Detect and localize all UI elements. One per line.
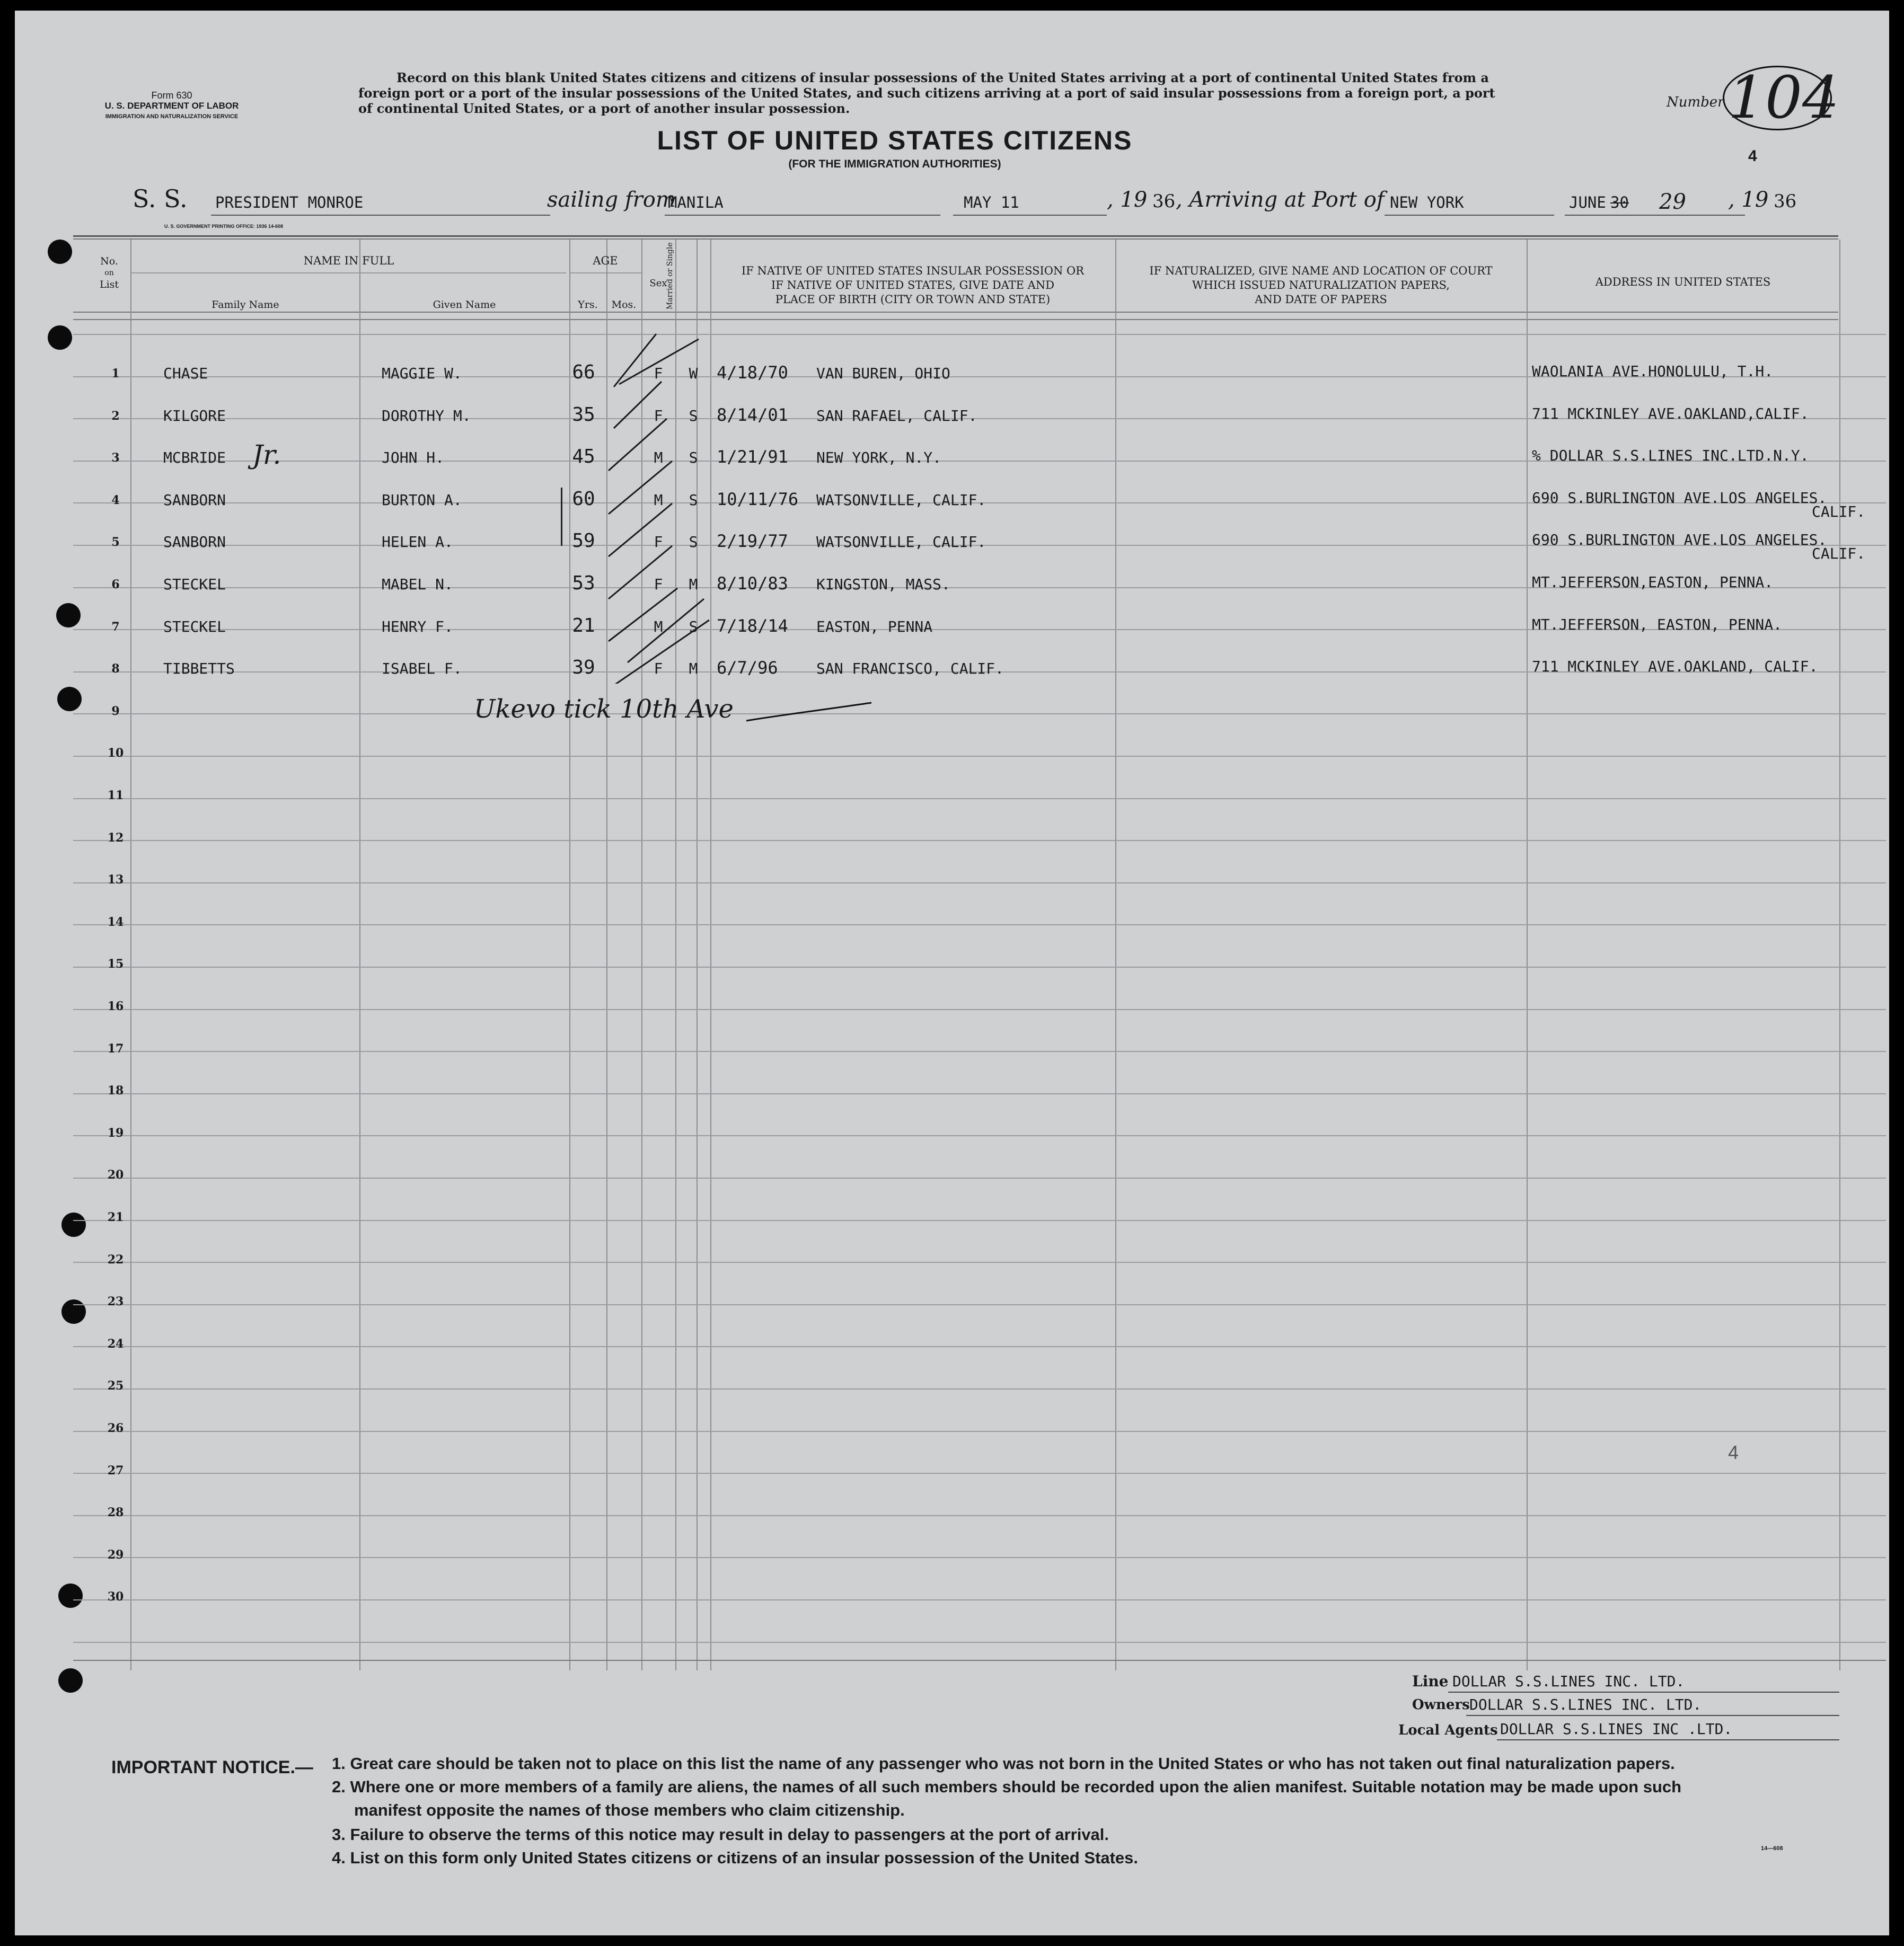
sex: F [654, 576, 663, 593]
row-number: 4 [111, 493, 120, 507]
family-name: MCBRIDE [163, 449, 226, 466]
table-bottom-rule [73, 1660, 1886, 1661]
header-given-name: Given Name [433, 299, 496, 311]
notice-item: manifest opposite the names of those members who claim citizenship. [354, 1801, 905, 1819]
header-rule [569, 272, 641, 273]
row-rule [73, 756, 1886, 757]
page-subtitle: (FOR THE IMMIGRATION AUTHORITIES) [788, 158, 1001, 170]
punch-hole [58, 1584, 83, 1608]
instruction-line: foreign port or a port of the insular possessions of the United States, and such citizens arriving at a port of said insular possessions from a foreign port, a port [358, 85, 1495, 101]
table-top-rule [73, 235, 1838, 237]
birth-date: 1/21/91 [717, 447, 788, 467]
header-married-single: Married or Single [666, 242, 674, 309]
notice-item: 1. Great care should be taken not to place on this list the name of any passenger who was not born in the United States or who has not taken out final naturalization papers. [332, 1754, 1675, 1773]
us-address: MT.JEFFERSON,EASTON, PENNA. [1532, 573, 1774, 591]
age-years: 66 [572, 361, 595, 383]
line-label: Line [1412, 1673, 1449, 1690]
punch-hole [58, 1668, 83, 1693]
arrive-day: 29 [1659, 190, 1686, 214]
row-rule [73, 882, 1886, 883]
header-bottom-rule [73, 319, 1838, 320]
row-rule [73, 334, 1886, 335]
arrive-month: JUNE [1569, 193, 1606, 211]
family-name: STECKEL [163, 576, 226, 593]
sex: F [654, 533, 663, 551]
header-age: AGE [593, 254, 618, 267]
form-print-code: 14—608 [1761, 1845, 1783, 1852]
birth-date: 2/19/77 [717, 531, 788, 551]
header-naturalized: IF NATURALIZED, GIVE NAME AND LOCATION OF COURT [1149, 264, 1493, 277]
row-rule [73, 1220, 1886, 1221]
marital-status: S [689, 618, 698, 635]
form-number: Form 630 [151, 90, 192, 101]
row-number: 21 [107, 1210, 124, 1224]
marital-status: S [689, 407, 698, 424]
row-number: 10 [107, 746, 124, 760]
birth-place: NEW YORK, N.Y. [816, 449, 942, 466]
header-bottom-rule [73, 312, 1838, 313]
marital-status: M [689, 660, 698, 677]
birth-date: 6/7/96 [717, 658, 778, 678]
punch-hole [57, 687, 82, 711]
punch-hole [56, 603, 81, 627]
marital-status: S [689, 449, 698, 466]
line-value: DOLLAR S.S.LINES INC. LTD. [1452, 1673, 1685, 1690]
row-number: 29 [107, 1548, 124, 1562]
row-number: 5 [111, 535, 120, 549]
notice-item: 4. List on this form only United States citizens or citizens of an insular possession of the United States. [332, 1848, 1138, 1867]
row-number: 12 [107, 831, 124, 845]
row-number: 13 [107, 873, 124, 887]
arrive-year-prefix: , 19 [1728, 188, 1769, 212]
department: U. S. DEPARTMENT OF LABOR [104, 101, 239, 111]
row-number: 6 [111, 578, 120, 591]
header-address: ADDRESS IN UNITED STATES [1595, 276, 1771, 288]
ship-name: PRESIDENT MONROE [215, 193, 364, 211]
header-rule [131, 272, 566, 273]
row-number: 28 [107, 1506, 124, 1519]
row-number: 15 [107, 957, 124, 971]
marital-status: W [689, 365, 698, 382]
age-years: 53 [572, 572, 595, 594]
birth-date: 8/14/01 [717, 405, 788, 425]
header-naturalized: AND DATE OF PAPERS [1255, 293, 1387, 306]
row-rule [73, 1262, 1886, 1263]
given-name: MABEL N. [382, 576, 453, 593]
given-name: HELEN A. [382, 533, 453, 551]
header-yrs: Yrs. [578, 299, 598, 311]
family-name: CHASE [163, 365, 208, 382]
given-name: HENRY F. [382, 618, 453, 635]
family-name: SANBORN [163, 491, 226, 509]
row-rule [73, 924, 1886, 925]
instruction-line: of continental United States, or a port of another insular possession. [358, 101, 850, 116]
us-address: 711 MCKINLEY AVE.OAKLAND,CALIF. [1532, 405, 1809, 422]
us-address-cont: CALIF. [1812, 545, 1866, 562]
birth-date: 8/10/83 [717, 573, 788, 594]
birth-place: SAN FRANCISCO, CALIF. [816, 660, 1004, 677]
arrival-port: NEW YORK [1390, 193, 1464, 211]
us-address: MT.JEFFERSON, EASTON, PENNA. [1532, 616, 1783, 633]
row-number: 3 [111, 451, 120, 465]
arrive-year: 36 [1774, 191, 1797, 212]
family-name: TIBBETTS [163, 660, 235, 677]
agents-value: DOLLAR S.S.LINES INC .LTD. [1500, 1720, 1733, 1738]
column-rule [1115, 240, 1116, 1670]
row-rule [73, 1388, 1886, 1390]
row-number: 18 [107, 1084, 124, 1098]
punch-hole [61, 1299, 86, 1324]
row-rule [73, 840, 1886, 841]
notice-heading: IMPORTANT NOTICE.— [111, 1757, 313, 1777]
row-number: 16 [107, 999, 124, 1013]
notice-item: 2. Where one or more members of a family are aliens, the names of all such members should be recorded upon the alien manifest. Suitable notation may be made upon such [332, 1777, 1682, 1796]
punch-hole [48, 325, 72, 350]
birth-place: KINGSTON, MASS. [816, 576, 950, 593]
given-name: JOHN H. [382, 449, 445, 466]
pencil-check-marks [577, 323, 736, 684]
row-number: 27 [107, 1464, 124, 1478]
birth-place: WATSONVILLE, CALIF. [816, 491, 986, 509]
birth-place: WATSONVILLE, CALIF. [816, 533, 986, 551]
row-rule [73, 1009, 1886, 1010]
header-birth: IF NATIVE OF UNITED STATES INSULAR POSSESSION OR [741, 264, 1085, 277]
agents-label: Local Agents [1398, 1722, 1498, 1738]
row-rule [73, 967, 1886, 968]
family-name: KILGORE [163, 407, 226, 424]
age-years: 60 [572, 488, 595, 510]
owners-label: Owners [1412, 1697, 1470, 1713]
handwriting-flourish [746, 700, 874, 726]
header-birth: IF NATIVE OF UNITED STATES, GIVE DATE AND [771, 279, 1055, 291]
row-rule [73, 1051, 1886, 1052]
given-name: BURTON A. [382, 491, 462, 509]
age-years: 35 [572, 404, 595, 426]
row-rule [73, 1473, 1886, 1474]
sex: M [654, 618, 663, 635]
column-rule [1839, 240, 1840, 1670]
row-number: 1 [111, 367, 120, 381]
age-years: 39 [572, 657, 595, 678]
birth-date: 7/18/14 [717, 616, 788, 636]
row-rule [73, 713, 1886, 714]
birth-place: SAN RAFAEL, CALIF. [816, 407, 977, 424]
row-rule [73, 1135, 1886, 1136]
birth-place: EASTON, PENNA [816, 618, 933, 635]
row-number: 9 [111, 704, 120, 718]
row-rule [73, 1304, 1886, 1305]
sex: F [654, 660, 663, 677]
row-number: 14 [107, 915, 124, 929]
age-years: 45 [572, 446, 595, 467]
header-no: on [104, 269, 114, 277]
us-address: 690 S.BURLINGTON AVE.LOS ANGELES. [1532, 489, 1827, 507]
us-address: 711 MCKINLEY AVE.OAKLAND, CALIF. [1532, 658, 1818, 675]
sex: F [654, 365, 663, 382]
owners-value: DOLLAR S.S.LINES INC. LTD. [1469, 1696, 1702, 1713]
us-address-cont: CALIF. [1812, 503, 1866, 520]
row-rule [73, 1346, 1886, 1347]
year-prefix: , 19 [1107, 188, 1148, 212]
table-top-rule [73, 238, 1838, 240]
header-name-in-full: NAME IN FULL [303, 254, 394, 267]
birth-date: 10/11/76 [717, 489, 799, 509]
age-years: 21 [572, 615, 595, 636]
row-rule [73, 1557, 1886, 1558]
age-years: 59 [572, 530, 595, 552]
handwritten-suffix: Jr. [252, 439, 281, 470]
family-name: SANBORN [163, 533, 226, 551]
handwritten-annotation: Ukevo tick 10th Ave [474, 694, 734, 724]
number-label: Number [1667, 94, 1724, 110]
row-rule [73, 798, 1886, 799]
sex: M [654, 449, 663, 466]
sex: F [654, 407, 663, 424]
row-number: 19 [107, 1126, 124, 1140]
row-number: 20 [107, 1168, 124, 1182]
row-number: 11 [107, 789, 124, 802]
service: IMMIGRATION AND NATURALIZATION SERVICE [105, 113, 239, 120]
marital-status: M [689, 576, 698, 593]
marital-status: S [689, 491, 698, 509]
header-naturalized: WHICH ISSUED NATURALIZATION PAPERS, [1192, 279, 1450, 291]
sailing-from: MANILA [668, 193, 724, 211]
birth-date: 4/18/70 [717, 362, 788, 383]
punch-hole [48, 240, 72, 264]
given-name: ISABEL F. [382, 660, 462, 677]
header-no: List [99, 279, 119, 290]
row-number: 2 [111, 409, 120, 423]
instruction-line: Record on this blank United States citizens and citizens of insular possessions of the United States arriving at a port of continental United States from a [396, 70, 1489, 85]
notice-item: 3. Failure to observe the terms of this notice may result in delay to passengers at the port of arrival. [332, 1825, 1109, 1844]
ss-label: S. S. [133, 184, 188, 213]
us-address: % DOLLAR S.S.LINES INC.LTD.N.Y. [1532, 447, 1809, 464]
row-number: 25 [107, 1379, 124, 1393]
depart-date: MAY 11 [964, 193, 1019, 211]
row-rule [73, 1093, 1886, 1094]
header-mos: Mos. [611, 299, 637, 311]
header-family-name: Family Name [211, 299, 279, 311]
pencil-stroke [561, 488, 562, 546]
punch-hole [61, 1213, 86, 1237]
side-mark: 4 [1728, 1441, 1739, 1463]
corner-mark: 4 [1748, 147, 1757, 165]
given-name: DOROTHY M. [382, 407, 471, 424]
column-rule [359, 240, 360, 1670]
row-number: 22 [107, 1253, 124, 1267]
row-number: 7 [111, 620, 120, 634]
number-value: 104 [1728, 64, 1839, 131]
row-number: 26 [107, 1421, 124, 1435]
arrive-day-struck: 30 [1610, 193, 1629, 211]
header-birth: PLACE OF BIRTH (CITY OR TOWN AND STATE) [775, 293, 1051, 306]
row-rule [73, 1515, 1886, 1516]
row-rule [73, 1642, 1886, 1643]
arriving-label: , Arriving at Port of [1176, 188, 1385, 212]
row-rule [73, 1599, 1886, 1600]
header-sex: Sex [649, 278, 667, 289]
header-no: No. [100, 255, 118, 267]
birth-place: VAN BUREN, OHIO [816, 365, 950, 382]
row-number: 24 [107, 1337, 124, 1351]
manifest-sheet [15, 11, 1889, 1935]
row-rule [73, 1431, 1886, 1432]
printing-office-note: U. S. GOVERNMENT PRINTING OFFICE: 1936 14-608 [164, 224, 284, 229]
column-rule [1527, 240, 1528, 1670]
row-number: 17 [107, 1042, 124, 1056]
page-title: LIST OF UNITED STATES CITIZENS [657, 126, 1133, 155]
us-address: 690 S.BURLINGTON AVE.LOS ANGELES. [1532, 531, 1827, 549]
sex: M [654, 491, 663, 509]
us-address: WAOLANIA AVE.HONOLULU, T.H. [1532, 362, 1774, 380]
marital-status: S [689, 533, 698, 551]
sailing-label: sailing from [547, 188, 676, 212]
given-name: MAGGIE W. [382, 365, 462, 382]
row-number: 30 [107, 1590, 124, 1604]
row-number: 23 [107, 1295, 124, 1308]
depart-year: 36 [1152, 191, 1176, 212]
family-name: STECKEL [163, 618, 226, 635]
row-rule [73, 1178, 1886, 1179]
row-number: 8 [111, 662, 120, 676]
